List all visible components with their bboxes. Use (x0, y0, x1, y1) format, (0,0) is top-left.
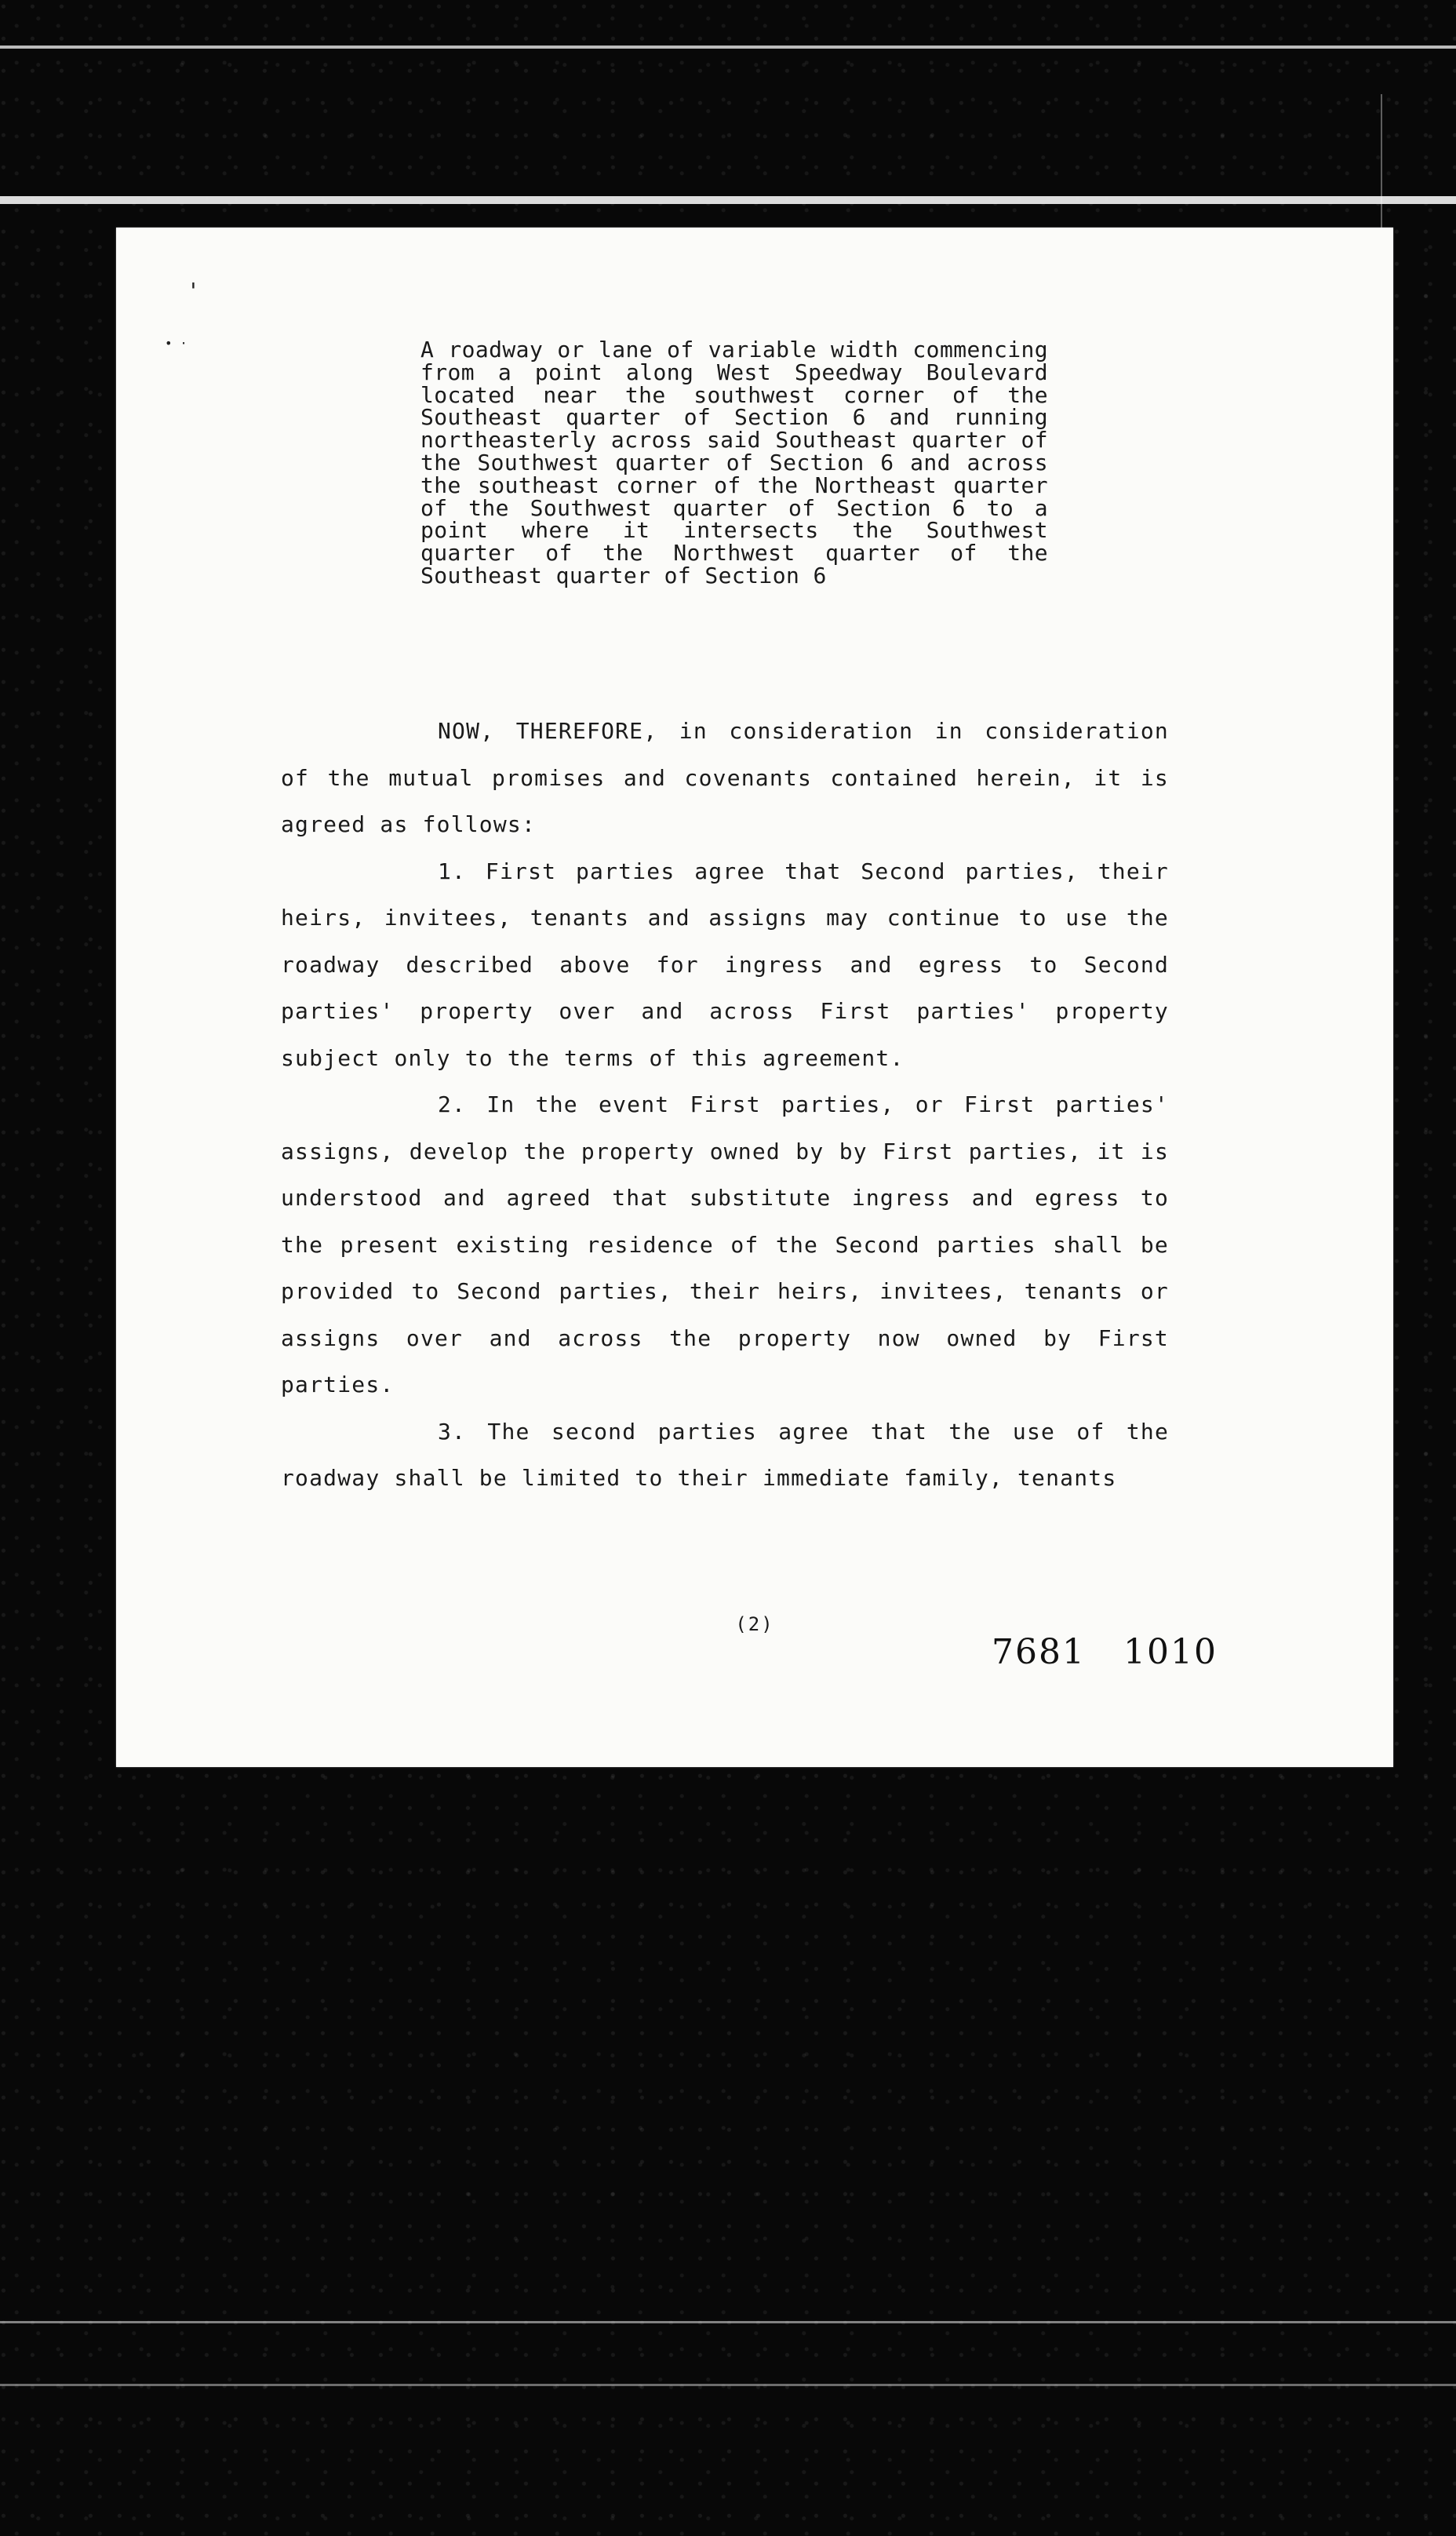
book-number: 7681 (992, 1632, 1086, 1672)
margin-dots: • · (165, 336, 187, 351)
margin-tick: ' (187, 278, 200, 304)
paragraph-recital: NOW, THEREFORE, in consideration in consideration of the mutual promises and covenants contained herein, it is agreed as follows: (281, 718, 1169, 837)
scan-artifact-line (0, 2384, 1456, 2386)
page-stamp-number: 1010 (1123, 1632, 1218, 1672)
legal-description: A roadway or lane of variable width commencing from a point along West Speedway Boulevard located near the southwest corner of the Southeast quarter of Section 6 and running northeasterly across said Southeast quarter of the Southwest quarter of Section 6 and across the southeast corner of the Northeast quarter of the Southwest quarter of Section 6 to a point where it intersects the Southwest quarter of the Northwest quarter of the Southeast quarter of Section 6 (420, 337, 1048, 588)
scan-artifact-line (0, 2321, 1456, 2323)
agreement-body (281, 708, 1169, 1502)
book-page-stamp (992, 1632, 1218, 1672)
paragraph-clause-3: 3. The second parties agree that the use of the roadway shall be limited to their immediate family, tenants (281, 1418, 1169, 1491)
paragraph-clause-1: 1. First parties agree that Second parties, their heirs, invitees, tenants and assigns may continue to use the roadway described above for ingress and egress to Second parties' property over and across First parties' property subject only to the terms of this agreement. (281, 858, 1169, 1071)
scan-artifact-line (0, 196, 1456, 204)
scan-artifact-line (0, 46, 1456, 49)
document-page (116, 228, 1393, 1767)
scan-artifact-streak (1381, 94, 1382, 243)
page-number: (2) (735, 1613, 774, 1635)
paragraph-clause-2: 2. In the event First parties, or First parties' assigns, develop the property owned by by First parties, it is understood and agreed that substitute ingress and egress to the present existing residence of the Second parties shall be provided to Second parties, their heirs, invitees, tenants or assigns over and across the property now owned by First parties. (281, 1091, 1169, 1397)
